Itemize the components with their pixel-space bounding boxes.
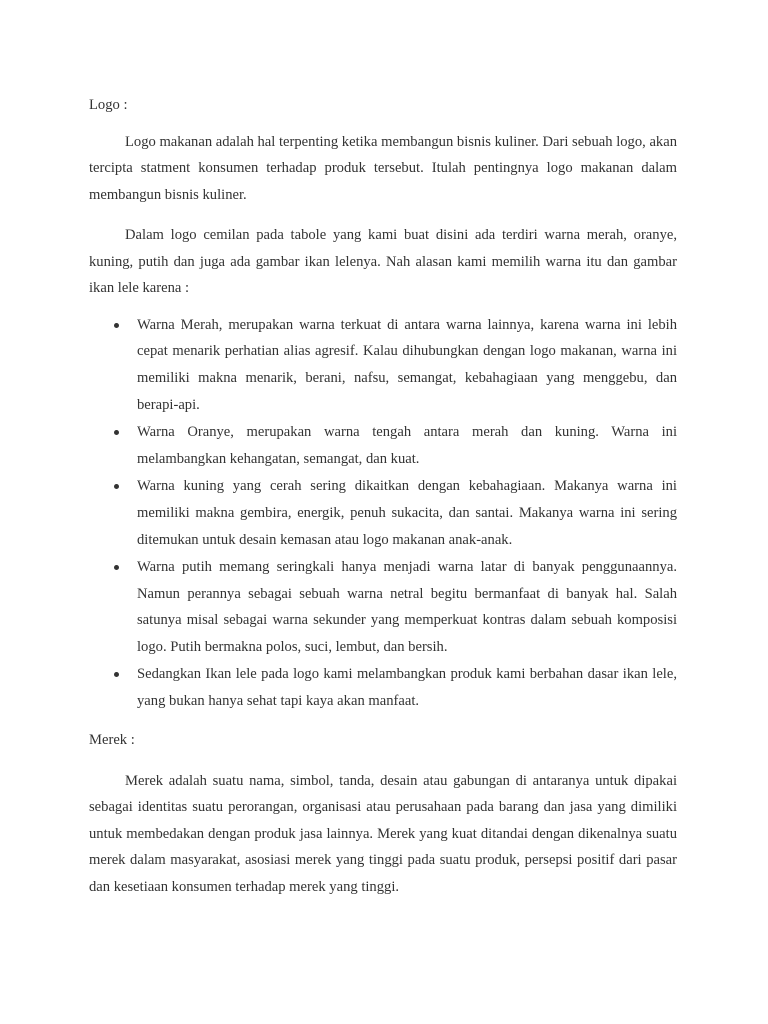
bullet-icon <box>114 672 119 677</box>
list-item-white <box>89 554 677 662</box>
list-item-text: Warna kuning yang cerah sering dikaitkan dengan kebahagiaan. Makanya warna ini memiliki makna gembira, energik, penuh sukacita, dan santai. Makanya warna ini sering ditemukan untuk desain kemasan atau logo makanan anak-anak. <box>137 477 677 548</box>
bullet-icon <box>114 484 119 489</box>
list-item-catfish <box>89 661 677 715</box>
list-item-text: Warna Merah, merupakan warna terkuat di antara warna lainnya, karena warna ini lebih cepat menarik perhatian alias agresif. Kalau dihubungkan dengan logo makanan, warna ini memiliki makna menarik, berani, nafsu, semangat, kebahagiaan yang menggebu, dan berapi-api. <box>137 316 677 414</box>
logo-heading: Logo : <box>89 97 128 113</box>
bullet-icon <box>114 430 119 435</box>
bullet-icon <box>114 565 119 570</box>
list-item-text: Warna Oranye, merupakan warna tengah antara merah dan kuning. Warna ini melambangkan kehangatan, semangat, dan kuat. <box>137 424 677 468</box>
list-item-red <box>89 312 677 420</box>
color-meaning-list <box>89 312 677 716</box>
list-item-yellow <box>89 473 677 554</box>
document-body <box>89 92 677 900</box>
merek-heading: Merek : <box>89 732 135 749</box>
list-item-text: Warna putih memang seringkali hanya menjadi warna latar di banyak penggunaannya. Namun perannya sebagai sebuah warna netral begitu bermanfaat di banyak hal. Salah satunya misal sebagai warna sekunder yang memperkuat kontras dalam sebuah komposisi logo. Putih bermakna polos, suci, lembut, dan bersih. <box>137 558 677 656</box>
list-item-text: Sedangkan Ikan lele pada logo kami melambangkan produk kami berbahan dasar ikan lele, yang bukan hanya sehat tapi kaya akan manfaat. <box>137 666 677 710</box>
bullet-icon <box>114 323 119 328</box>
logo-paragraph-2: Dalam logo cemilan pada tabole yang kami buat disini ada terdiri warna merah, oranye, kuning, putih dan juga ada gambar ikan lelenya. Nah alasan kami memilih warna itu dan gambar ikan lele karena : <box>89 227 677 296</box>
merek-paragraph: Merek adalah suatu nama, simbol, tanda, desain atau gabungan di antaranya untuk dipakai sebagai identitas suatu perorangan, organisasi atau perusahaan pada barang dan jasa yang dimiliki untuk membedakan dengan produk jasa lainnya. Merek yang kuat ditandai dengan dikenalnya suatu merek dalam masyarakat, asosiasi merek yang tinggi pada suatu produk, persepsi positif dari pasar dan kesetiaan konsumen terhadap merek yang tinggi. <box>89 772 677 895</box>
list-item-orange <box>89 419 677 473</box>
logo-paragraph-1: Logo makanan adalah hal terpenting ketika membangun bisnis kuliner. Dari sebuah logo, akan tercipta statment konsumen terhadap produk tersebut. Itulah pentingnya logo makanan dalam membangun bisnis kuliner. <box>89 133 677 203</box>
